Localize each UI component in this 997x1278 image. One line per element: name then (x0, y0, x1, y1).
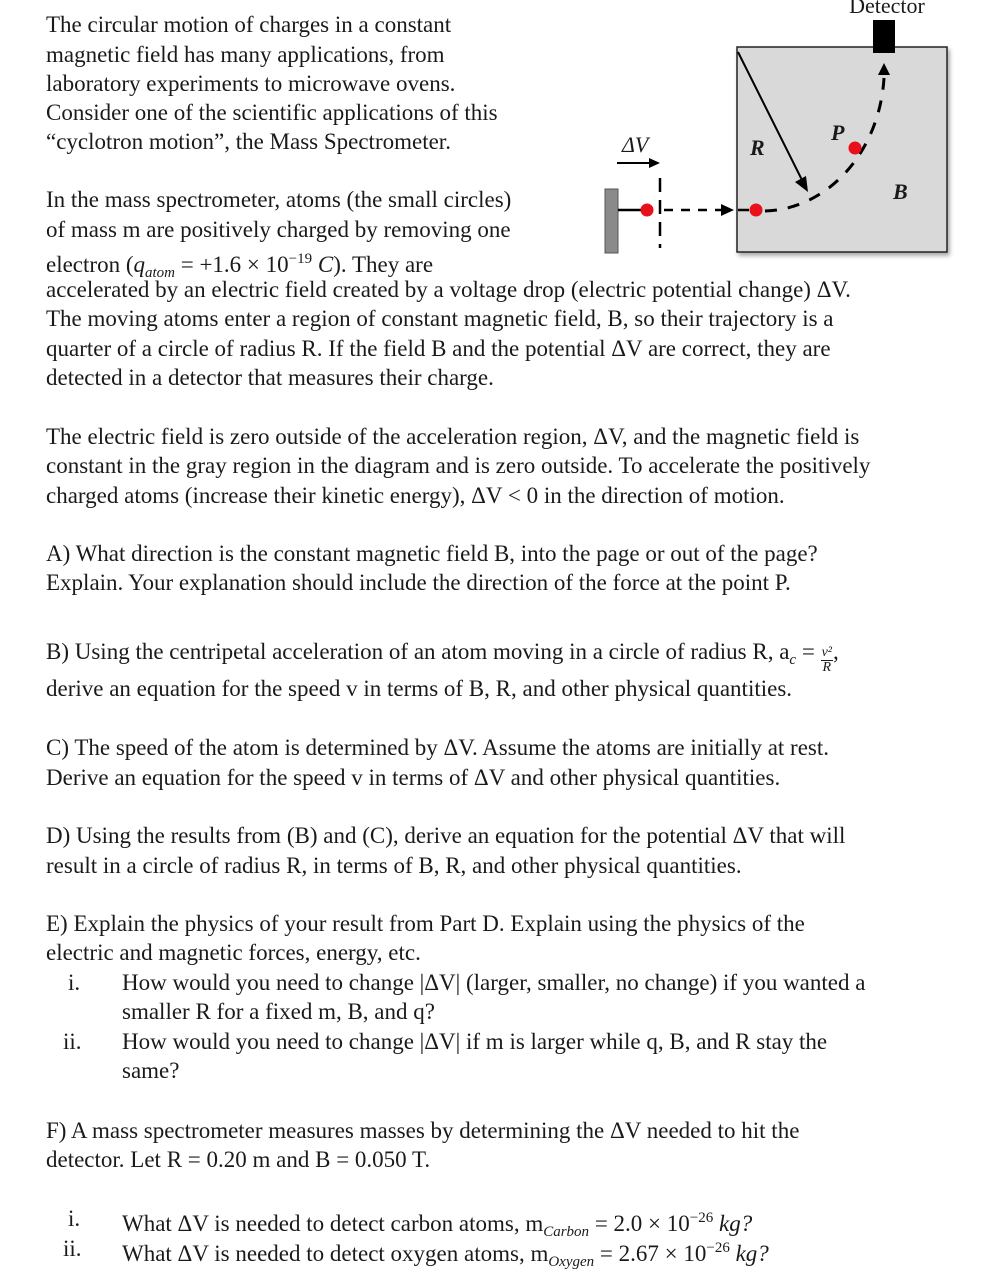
delta-v-label: ΔV (622, 132, 649, 157)
part-e-item-1-number: i. (68, 970, 81, 995)
intro-line-4: Consider one of the scientific applications of this (46, 100, 498, 125)
point-p-charge (849, 142, 862, 155)
spectrometer-line-1: In the mass spectrometer, atoms (the small circles) (46, 187, 512, 212)
intro-line-3: laboratory experiments to microwave ovens. (46, 71, 456, 96)
source-charge (641, 204, 654, 217)
part-f-item-1-number: i. (68, 1206, 81, 1231)
part-e-item-1-line-2: smaller R for a fixed m, B, and q? (122, 999, 435, 1024)
point-p-label: P (831, 120, 845, 145)
part-e-item-2-number: ii. (63, 1029, 82, 1054)
part-e-item-2-line-1: How would you need to change |ΔV| if m is larger while q, B, and R stay the (122, 1029, 828, 1054)
part-b-line-1: B) Using the centripetal acceleration of an atom moving in a circle of radius R, $a_c$ = $\frac{\text{v²}}{R}$ , (46, 639, 839, 675)
intro-line-1: The circular motion of charges in a constant (46, 12, 452, 37)
acceleration-plate-left (605, 189, 618, 253)
field-note-line-2: constant in the gray region in the diagram and is zero outside. To accelerate the positively (46, 453, 871, 478)
part-b-line-2: derive an equation for the speed v in terms of B, R, and other physical quantities. (46, 676, 793, 701)
delta-v-arrowhead-icon (649, 158, 660, 168)
detector-label: Detector (849, 0, 925, 18)
part-d-line-2: result in a circle of radius R, in terms of B, R, and other physical quantities. (46, 853, 742, 878)
field-b-label: B (893, 179, 908, 204)
part-e-item-1-line-1: How would you need to change |ΔV| (larger, smaller, no change) if you wanted a (122, 970, 866, 995)
part-d-line-1: D) Using the results from (B) and (C), derive an equation for the potential ΔV that will (46, 823, 846, 848)
spectrometer-line-2: of mass m are positively charged by removing one (46, 217, 511, 242)
part-e-item-2-line-2: same? (122, 1058, 180, 1083)
part-f-item-2-number: ii. (63, 1236, 82, 1261)
part-a-line-2: Explain. Your explanation should include the direction of the force at the point P. (46, 570, 791, 595)
radius-label: R (750, 135, 765, 160)
detector-block (873, 20, 895, 53)
field-note-line-1: The electric field is zero outside of the acceleration region, ΔV, and the magnetic field is (46, 424, 860, 449)
field-note-line-3: charged atoms (increase their kinetic energy), ΔV < 0 in the direction of motion. (46, 483, 785, 508)
part-f-line-1: F) A mass spectrometer measures masses by determining the ΔV needed to hit the (46, 1118, 800, 1143)
part-a-line-1: A) What direction is the constant magnetic field B, into the page or out of the page? (46, 541, 818, 566)
intro-line-2: magnetic field has many applications, from (46, 42, 445, 67)
spectrometer-line-4: accelerated by an electric field created by a voltage drop (electric potential change) ΔV. (46, 277, 851, 302)
part-c-line-2: Derive an equation for the speed v in terms of ΔV and other physical quantities. (46, 765, 781, 790)
part-e-line-1: E) Explain the physics of your result from Part D. Explain using the physics of the (46, 911, 805, 936)
spectrometer-line-6: quarter of a circle of radius R. If the field B and the potential ΔV are correct, they are (46, 336, 831, 361)
spectrometer-line-5: The moving atoms enter a region of constant magnetic field, B, so their trajectory is a (46, 306, 834, 331)
centripetal-fraction: $\frac{\text{v²}}{R}$ (821, 645, 832, 675)
intro-line-5: “cyclotron motion”, the Mass Spectrometer. (46, 129, 451, 154)
part-f-item-1: What ΔV is needed to detect carbon atoms, $m_{Carbon} = 2.0 \times 10^{-26}$ kg? (122, 1210, 753, 1240)
spectrometer-line-3: electron ($q_{atom} = +1.6 \times 10^{-19}$ C). They are (46, 251, 434, 281)
magnetic-field-region (737, 47, 947, 252)
entering-charge (750, 204, 763, 217)
part-f-line-2: detector. Let R = 0.20 m and B = 0.050 T. (46, 1147, 431, 1172)
part-c-line-1: C) The speed of the atom is determined by ΔV. Assume the atoms are initially at rest. (46, 735, 829, 760)
spectrometer-line-7: detected in a detector that measures their charge. (46, 365, 494, 390)
part-f-item-2: What ΔV is needed to detect oxygen atoms, $m_{Oxygen} = 2.67 \times 10^{-26}$ kg? (122, 1240, 769, 1270)
part-e-line-2: electric and magnetic forces, energy, etc. (46, 940, 421, 965)
travel-arrowhead-icon (721, 204, 734, 216)
